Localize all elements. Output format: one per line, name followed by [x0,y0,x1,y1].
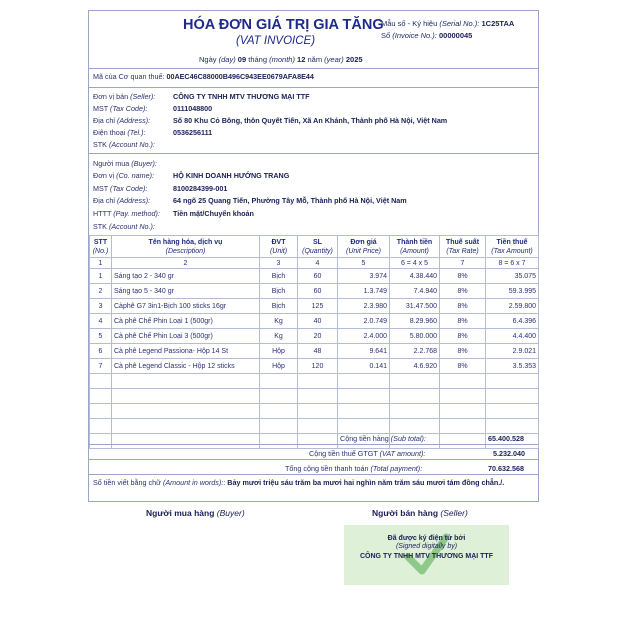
cell-tax: 2.59.800 [486,299,539,314]
column-header: ĐVT (Unit) [260,236,298,258]
column-header: STT (No.) [90,236,112,258]
cell-tax: 6.4.396 [486,314,539,329]
cell-unit: Bịch [260,269,298,284]
cell-rate: 8% [440,329,486,344]
cell-no: 3 [90,299,112,314]
stamp-line: Đã được ký điện tử bởi [387,535,466,542]
cell-rate: 8% [440,299,486,314]
authority-code: Mã của Cơ quan thuế: 00AEC46C88000B496C943EE0679AFA8E44 [93,72,314,81]
column-number: 1 [90,258,112,269]
buyer-pay-method: HTTT (Pay. method): Tiền mặt/Chuyển khoản [93,209,254,218]
seller-tax-code: MST (Tax Code): 0111048800 [93,104,213,113]
empty-row [90,404,539,419]
cell-no: 1 [90,269,112,284]
invoice-sheet [88,10,539,502]
cell-price: 3.974 [338,269,390,284]
invoice-number: Số (Invoice No.): 00000045 [381,31,473,40]
buyer-address: Địa chỉ (Address): 64 ngõ 25 Quang Tiến, Phường Tây Mỗ, Thành phố Hà Nội, Việt Nam [93,196,407,205]
cell-amount: 31.47.500 [390,299,440,314]
cell-price: 1.3.749 [338,284,390,299]
cell-price: 2.3.980 [338,299,390,314]
amount-in-words: Số tiền viết bằng chữ (Amount in words):: Bảy mươi triệu sáu trăm ba mươi hai nghìn năm trăm sáu mươi tám đồng chẵn./. [93,478,505,487]
empty-row [90,389,539,404]
subtotal-label: Cộng tiền hàng (Sub total): [340,434,426,443]
cell-rate: 8% [440,314,486,329]
cell-price: 9.641 [338,344,390,359]
cell-unit: Hộp [260,344,298,359]
cell-unit: Kg [260,329,298,344]
stamp-signer: CÔNG TY TNHH MTV THƯƠNG MẠI TTF [360,553,493,560]
cell-qty: 40 [298,314,338,329]
cell-tax: 4.4.400 [486,329,539,344]
table-row [90,359,539,374]
seller-account: STK (Account No.): [93,140,155,149]
seller-address: Địa chỉ (Address): Số 80 Khu Cỏ Bông, thôn Quyết Tiến, Xã An Khánh, Thành phố Hà Nội, Việt Nam [93,116,448,125]
cell-amount: 7.4.940 [390,284,440,299]
table-row [90,314,539,329]
column-header: SL (Quantity) [298,236,338,258]
cell-desc: Cà phê Chế Phin Loại 1 (500gr) [112,314,260,329]
cell-qty: 120 [298,359,338,374]
invoice-subtitle: (VAT INVOICE) [236,35,316,47]
cell-desc: Sáng tạo 5 - 340 gr [112,284,260,299]
cell-rate: 8% [440,359,486,374]
table-row [90,344,539,359]
cell-rate: 8% [440,344,486,359]
table-row [90,329,539,344]
column-number-row [90,258,539,269]
total-value: 70.632.568 [488,464,524,473]
cell-tax: 3.5.353 [486,359,539,374]
cell-no: 7 [90,359,112,374]
seller-phone: Điện thoại (Tel.): 0536256111 [93,128,213,137]
column-number: 5 [338,258,390,269]
table-row [90,284,539,299]
cell-tax: 35.075 [486,269,539,284]
cell-unit: Hộp [260,359,298,374]
invoice-title: HÓA ĐƠN GIÁ TRỊ GIA TĂNG [183,17,384,33]
column-number: 6 = 4 x 5 [390,258,440,269]
empty-row [90,434,539,449]
cell-amount: 8.29.960 [390,314,440,329]
cell-price: 2.4.000 [338,329,390,344]
column-number: 7 [440,258,486,269]
buyer-label: Người mua (Buyer): [93,159,157,168]
cell-unit: Bịch [260,299,298,314]
table-row [90,269,539,284]
column-number: 3 [260,258,298,269]
column-number: 4 [298,258,338,269]
vat-value: 5.232.040 [493,449,525,458]
divider [89,153,538,154]
column-header: Tiền thuế (Tax Amount) [486,236,539,258]
cell-qty: 125 [298,299,338,314]
column-number: 8 = 6 x 7 [486,258,539,269]
divider [89,68,538,69]
vat-label: Cộng tiền thuế GTGT (VAT amount): [309,449,426,458]
subtotal-value: 65.400.528 [488,434,524,443]
cell-no: 6 [90,344,112,359]
table-row [90,299,539,314]
cell-tax: 59.3.995 [486,284,539,299]
column-header: Đơn giá (Unit Price) [338,236,390,258]
buyer-account: STK (Account No.): [93,222,155,231]
cell-price: 0.141 [338,359,390,374]
cell-qty: 20 [298,329,338,344]
cell-no: 4 [90,314,112,329]
cell-qty: 60 [298,269,338,284]
cell-qty: 60 [298,284,338,299]
cell-desc: Cà phê Chế Phin Loại 3 (500gr) [112,329,260,344]
column-header: Tên hàng hóa, dịch vụ (Description) [112,236,260,258]
serial-block [381,18,514,42]
column-header: Thuế suất (Tax Rate) [440,236,486,258]
digital-signature-stamp [344,525,509,585]
buyer-company: Đơn vị (Co. name): HỘ KINH DOANH HƯỚNG TRANG [93,171,290,180]
divider [89,474,538,475]
cell-amount: 2.2.768 [390,344,440,359]
stamp-line: (Signed digitally by) [395,543,458,550]
divider [89,87,538,88]
cell-rate: 8% [440,269,486,284]
buyer-signature-label: Người mua hàng (Buyer) [146,508,245,518]
items-table [89,235,539,449]
seller-name: Đơn vị bán (Seller): CÔNG TY TNHH MTV THƯƠNG MẠI TTF [93,92,310,101]
cell-amount: 5.80.000 [390,329,440,344]
cell-no: 5 [90,329,112,344]
cell-rate: 8% [440,284,486,299]
cell-unit: Bịch [260,284,298,299]
cell-desc: Cà phê Legend Passiona- Hộp 14 St [112,344,260,359]
cell-qty: 48 [298,344,338,359]
table-header-row [90,236,539,258]
cell-desc: Càphê G7 3in1-Bịch 100 sticks 16gr [112,299,260,314]
cell-amount: 4.38.440 [390,269,440,284]
buyer-tax-code: MST (Tax Code): 8100284399-001 [93,184,228,193]
empty-row [90,374,539,389]
column-number: 2 [112,258,260,269]
cell-desc: Sáng tạo 2 - 340 gr [112,269,260,284]
cell-unit: Kg [260,314,298,329]
cell-desc: Cà phê Legend Classic - Hộp 12 sticks [112,359,260,374]
divider [89,444,538,445]
empty-row [90,419,539,434]
cell-price: 2.0.749 [338,314,390,329]
seller-signature-label: Người bán hàng (Seller) [372,508,468,518]
invoice-date: Ngày (day) 09 tháng (month) 12 năm (year) 2025 [199,55,363,64]
total-label: Tổng cộng tiền thanh toán (Total payment): [285,464,423,473]
cell-amount: 4.6.920 [390,359,440,374]
divider [89,459,538,460]
column-header: Thành tiền (Amount) [390,236,440,258]
cell-no: 2 [90,284,112,299]
cell-tax: 2.9.021 [486,344,539,359]
serial-number: Mẫu số - Ký hiệu (Serial No.): 1C25TAA [381,19,515,28]
